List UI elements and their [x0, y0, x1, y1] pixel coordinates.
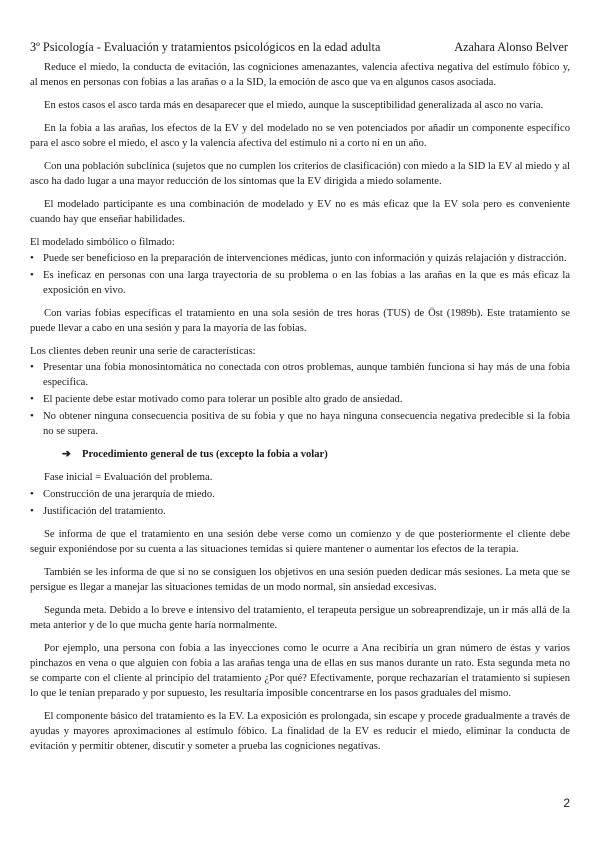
list-item: • El paciente debe estar motivado como para tolerar un posible alto grado de ansiedad. [30, 392, 570, 407]
header-author: Azahara Alonso Belver [454, 40, 568, 54]
list-item: • Es ineficaz en personas con una larga trayectoria de su problema o en las fobias a las arañas en la que es más eficaz la exposición en vivo. [30, 268, 570, 298]
paragraph: También se les informa de que si no se consiguen los objetivos en una sesión pueden dedicar más sesiones. La meta que se persigue es llegar a manejar las situaciones temidas de un modo normal, sin ansiedad excesivas. [30, 567, 570, 593]
bullet-list-client-characteristics [30, 360, 570, 439]
page-number: 2 [563, 796, 570, 810]
section-heading [62, 447, 570, 462]
page-body [30, 60, 570, 754]
paragraph: En la fobia a las arañas, los efectos de la EV y del modelado no se ven potenciados por añadir un componente específico para el asco sobre el miedo, el asco y la valencia afectiva del estímulo ni a corto ni en un año. [30, 123, 570, 149]
paragraph: El componente básico del tratamiento es la EV. La exposición es prolongada, sin escape y procede gradualmente a través de ayudas y mayores aproximaciones al estímulo fóbico. La finalidad de la EV es reducir el miedo, eliminar la conducta de evitación y permitir obtener, discutir y someter a prueba las cogniciones negativas. [30, 711, 570, 752]
paragraph: Reduce el miedo, la conducta de evitación, las cogniciones amenazantes, valencia afectiva negativa del estímulo fóbico y, al menos en personas con fobias a las arañas o a la SID, la emoción de asco que va en algunos casos asociada. [30, 62, 570, 88]
list-item: • Presentar una fobia monosintomática no conectada con otros problemas, aunque también funciona si hay más de una fobia específica. [30, 360, 570, 390]
paragraph: Los clientes deben reunir una serie de características: [30, 346, 256, 357]
list-item: • Puede ser beneficioso en la preparación de intervenciones médicas, junto con información y quizás relajación y distracción. [30, 251, 570, 266]
section-heading-text: Procedimiento general de tus (excepto la fobia a volar) [82, 449, 328, 460]
paragraph: En estos casos el asco tarda más en desaparecer que el miedo, aunque la susceptibilidad generalizada al asco no varía. [44, 100, 544, 111]
paragraph: Con una población subclínica (sujetos que no cumplen los criterios de clasificación) con miedo a la SID la EV al miedo y al asco ha dado lugar a una mayor reducción de los síntomas que la EV dirigida a miedo solamente. [30, 161, 570, 187]
list-item: • Justificación del tratamiento. [30, 504, 570, 519]
paragraph: El modelado participante es una combinación de modelado y EV no es más eficaz que la EV sola pero es conveniente cuando hay que enseñar habilidades. [30, 199, 570, 225]
page-header [30, 40, 570, 54]
paragraph: El modelado simbólico o filmado: [30, 237, 175, 248]
paragraph: Se informa de que el tratamiento en una sesión debe verse como un comienzo y de que posteriormente el cliente debe seguir exponiéndose por su cuenta a las situaciones temidas si quiere mantener o aumentar los efectos de la terapia. [30, 529, 570, 555]
bullet-list-symbolic-modeling [30, 251, 570, 298]
header-course-title: 3º Psicología - Evaluación y tratamientos psicológicos en la edad adulta [30, 40, 381, 54]
paragraph: Con varias fobias específicas el tratamiento en una sola sesión de tres horas (TUS) de Öst (1989b). Este tratamiento se puede llevar a cabo en una sesión y para la mayoría de las fobias. [30, 308, 570, 334]
list-item: • No obtener ninguna consecuencia positiva de su fobia y que no haya ninguna consecuencia negativa predecible si la fobia no se supera. [30, 409, 570, 439]
bullet-list-initial-phase [30, 487, 570, 519]
paragraph: Segunda meta. Debido a lo breve e intensivo del tratamiento, el terapeuta persigue un sobreaprendizaje, un ir más allá de la meta anterior y de lo que mucha gente haría normalmente. [30, 605, 570, 631]
list-item: • Construcción de una jerarquía de miedo. [30, 487, 570, 502]
arrow-right-icon: ➔ [62, 449, 71, 460]
paragraph: Fase inicial = Evaluación del problema. [44, 472, 213, 483]
paragraph: Por ejemplo, una persona con fobia a las inyecciones como le ocurre a Ana recibiría un gran número de éstas y varios pinchazos en vena o que alguien con fobia a las arañas tenga una de ellas en sus manos durante un rato. Esta segunda meta no se comparte con el cliente al principio del tratamiento ¿Por qué? Efectivamente, porque rechazarían el tratamiento si supiesen lo que le tenían preparado y por supuesto, les resultaría imposible concentrarse en los pasos graduales del mismo. [30, 643, 570, 699]
